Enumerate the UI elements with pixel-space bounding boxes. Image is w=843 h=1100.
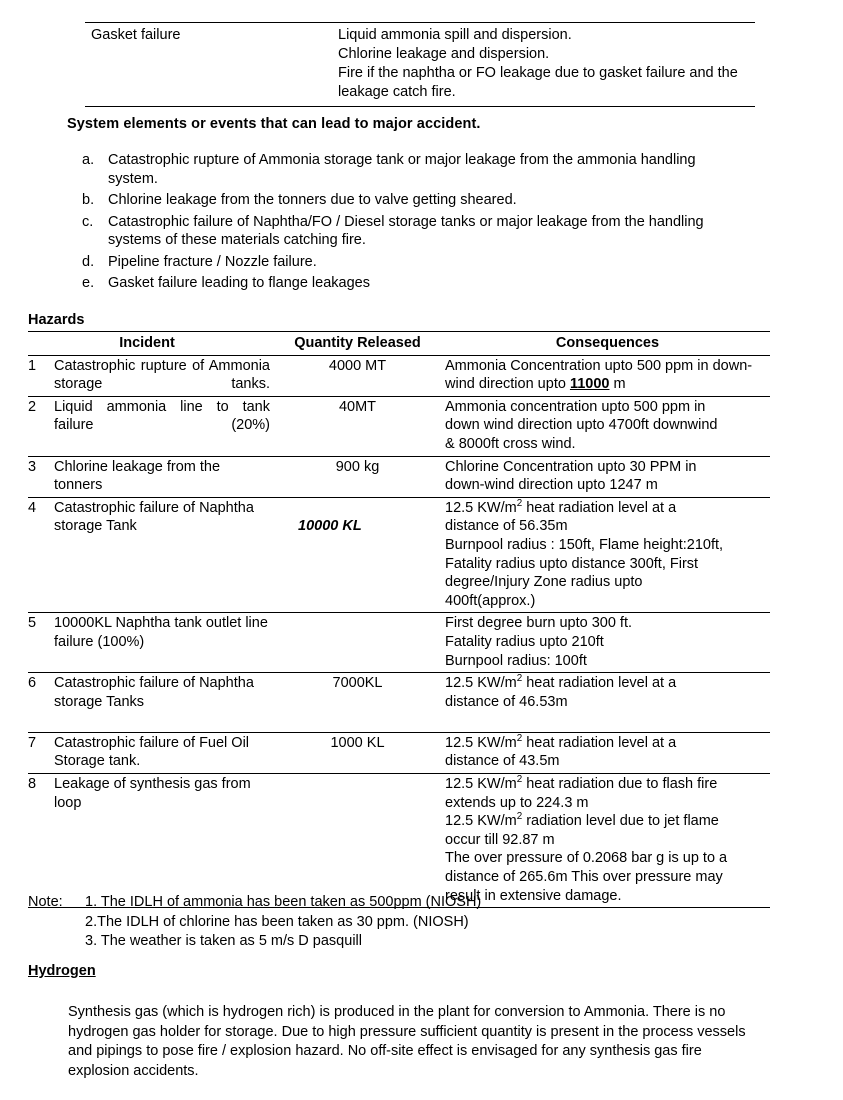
consequence-text-tail: m xyxy=(609,376,626,393)
list-item-text: Chlorine leakage from the tonners due to valve getting sheared. xyxy=(108,192,517,208)
row-incident: Catastrophic failure of Naphtha storage Tanks xyxy=(54,673,270,733)
list-item xyxy=(82,191,742,210)
row-quantity xyxy=(270,613,445,673)
consequence-line: distance of 46.53m xyxy=(445,693,568,710)
row-number: 8 xyxy=(28,774,54,908)
consequence-line: down wind direction upto 4700ft downwind xyxy=(445,417,718,434)
consequence-line: down-wind direction upto 1247 m xyxy=(445,477,658,494)
hazards-table xyxy=(28,331,770,908)
consequence-line: 12.5 $KW/m^2$ heat radiation level at a xyxy=(445,497,677,516)
table-row xyxy=(28,396,770,456)
col-header-incident: Incident xyxy=(54,332,270,356)
consequence-line: occur till 92.87 m xyxy=(445,831,555,848)
superscript-two: 2 xyxy=(516,497,523,509)
note-item: 1. The IDLH of ammonia has been taken as 500ppm (NIOSH) xyxy=(85,894,482,910)
consequence-line: degree/Injury Zone radius upto xyxy=(445,574,643,591)
section-heading: System elements or events that can lead to major accident. xyxy=(67,116,481,132)
hydrogen-paragraph: Synthesis gas (which is hydrogen rich) is produced in the plant for conversion to Ammonia. There is no hydrogen gas holder for storage. Due to high pressure sufficient quantity is present in the process vessels and pipings to pose fire / explosion hazard. No off-site effect is envisaged for any synthesis gas fire explosion accidents. xyxy=(68,1004,746,1079)
list-item xyxy=(82,213,742,250)
row-consequences xyxy=(445,497,770,613)
row-quantity: 1000 KL xyxy=(270,732,445,773)
consequence-line: Liquid ammonia spill and dispersion. xyxy=(338,27,572,43)
consequence-line: Burnpool radius: 100ft xyxy=(445,652,587,669)
superscript-two: 2 xyxy=(516,811,523,823)
consequence-line: result in extensive damage. xyxy=(445,887,622,904)
hydrogen-heading: Hydrogen xyxy=(28,963,96,979)
row-number: 3 xyxy=(28,456,54,497)
note-item: 3. The weather is taken as 5 m/s D pasquill xyxy=(85,933,362,949)
consequence-line: Ammonia concentration upto 500 ppm in xyxy=(445,398,706,415)
row-incident: Catastrophic failure of Naphtha storage Tank xyxy=(54,497,270,613)
consequence-line: distance of 265.6m This over pressure may xyxy=(445,869,723,886)
consequence-line: distance of 43.5m xyxy=(445,753,560,770)
list-item xyxy=(82,274,742,293)
col-header-number xyxy=(28,332,54,356)
row-quantity: 7000KL xyxy=(270,673,445,733)
list-item-text: Catastrophic failure of Naphtha/FO / Diesel storage tanks or major leakage from the handling systems of these materials catching fire. xyxy=(108,213,704,248)
consequence-line: 400ft(approx.) xyxy=(445,592,536,609)
row-consequences xyxy=(445,456,770,497)
consequence-line: & 8000ft cross wind. xyxy=(445,435,576,452)
col-header-quantity: Quantity Released xyxy=(270,332,445,356)
note-block xyxy=(28,893,481,952)
row-incident: Catastrophic rupture of Ammonia storage tanks. xyxy=(54,355,270,396)
consequence-line: 12.5 $KW/m^2$ radiation level due to jet flame xyxy=(445,811,719,830)
hazards-table-head xyxy=(28,332,770,356)
consequence-line: leakage catch fire. xyxy=(338,84,456,100)
table-row xyxy=(28,355,770,396)
row-number: 2 xyxy=(28,396,54,456)
hazards-label: Hazards xyxy=(28,312,85,328)
list-item-text: Gasket failure leading to flange leakages xyxy=(108,275,370,291)
row-consequences xyxy=(445,396,770,456)
row-quantity: 900 kg xyxy=(270,456,445,497)
note-label: Note: xyxy=(28,894,63,910)
row-consequences xyxy=(445,613,770,673)
row-consequences xyxy=(445,673,770,733)
quantity-value-emphasis: 10000 KL xyxy=(298,518,362,535)
row-incident: Leakage of synthesis gas from loop xyxy=(54,774,270,908)
list-marker: b. xyxy=(82,192,95,208)
continued-incident-cell: Gasket failure xyxy=(85,23,334,107)
col-header-consequences: Consequences xyxy=(445,332,770,356)
note-item: 2.The IDLH of chlorine has been taken as 30 ppm. (NIOSH) xyxy=(85,913,469,930)
row-incident: Liquid ammonia line to tank failure (20%) xyxy=(54,396,270,456)
superscript-two: 2 xyxy=(516,774,523,786)
system-elements-list xyxy=(82,151,742,296)
consequence-line: 12.5 $KW/m^2$ heat radiation level at a xyxy=(445,733,677,751)
consequence-line: The over pressure of 0.2068 bar g is up to a xyxy=(445,850,728,867)
row-number: 1 xyxy=(28,355,54,396)
row-number: 6 xyxy=(28,673,54,733)
superscript-two: 2 xyxy=(516,733,523,745)
hazards-table-body xyxy=(28,355,770,908)
consequence-line: First degree burn upto 300 ft. xyxy=(445,615,632,632)
list-item-text: Pipeline fracture / Nozzle failure. xyxy=(108,253,317,270)
list-item xyxy=(82,253,742,272)
row-spacer xyxy=(445,711,770,730)
row-number: 7 xyxy=(28,732,54,773)
table-row xyxy=(28,673,770,733)
table-row xyxy=(28,497,770,613)
list-marker: d. xyxy=(82,253,95,270)
consequence-line: Fatality radius upto distance 300ft, First xyxy=(445,555,699,572)
row-quantity: 40MT xyxy=(270,396,445,456)
row-incident: 10000KL Naphtha tank outlet line failure (100%) xyxy=(54,613,270,673)
row-consequences xyxy=(445,774,770,908)
row-number: 5 xyxy=(28,613,54,673)
consequence-line: extends up to 224.3 m xyxy=(445,794,589,811)
table-row xyxy=(28,732,770,773)
list-marker: e. xyxy=(82,275,95,291)
consequence-line: Fire if the naphtha or FO leakage due to gasket failure and the xyxy=(338,65,738,81)
row-quantity xyxy=(270,497,445,613)
row-consequences xyxy=(445,355,770,396)
consequence-text: Ammonia Concentration upto 500 ppm in down-wind direction upto xyxy=(445,357,753,393)
table-row xyxy=(28,456,770,497)
table-header-row xyxy=(28,332,770,356)
continued-hazard-table xyxy=(85,22,755,107)
row-consequences xyxy=(445,732,770,773)
consequence-line: Chlorine Concentration upto 30 PPM in xyxy=(445,458,697,475)
consequence-line: Fatality radius upto 210ft xyxy=(445,633,604,650)
table-row xyxy=(28,774,770,908)
consequence-line: 12.5 $KW/m^2$ heat radiation due to flash fire xyxy=(445,774,718,793)
table-row xyxy=(85,23,755,107)
hazards-table-wrap xyxy=(28,331,753,908)
continued-table-body xyxy=(85,23,755,107)
list-marker: c. xyxy=(82,213,94,230)
row-incident: Catastrophic failure of Fuel Oil Storage tank. xyxy=(54,732,270,773)
list-marker: a. xyxy=(82,152,95,168)
note-items xyxy=(85,893,481,952)
quantity-spacer xyxy=(270,499,445,518)
row-number: 4 xyxy=(28,497,54,613)
consequence-line: Chlorine leakage and dispersion. xyxy=(338,46,550,62)
consequence-emphasis: 11000 xyxy=(569,376,610,393)
row-incident: Chlorine leakage from the tonners xyxy=(54,456,270,497)
row-quantity: 4000 MT xyxy=(270,355,445,396)
list-item xyxy=(82,151,742,188)
consequence-line: Burnpool radius : 150ft, Flame height:210ft, xyxy=(445,536,724,553)
consequence-line: distance of 56.35m xyxy=(445,518,568,535)
table-row xyxy=(28,613,770,673)
consequence-line: 12.5 $KW/m^2$ heat radiation level at a xyxy=(445,673,677,692)
list-item-text: Catastrophic rupture of Ammonia storage tank or major leakage from the ammonia handling system. xyxy=(108,152,696,187)
row-quantity xyxy=(270,774,445,908)
superscript-two: 2 xyxy=(516,673,523,685)
continued-consequences-cell xyxy=(334,23,755,107)
